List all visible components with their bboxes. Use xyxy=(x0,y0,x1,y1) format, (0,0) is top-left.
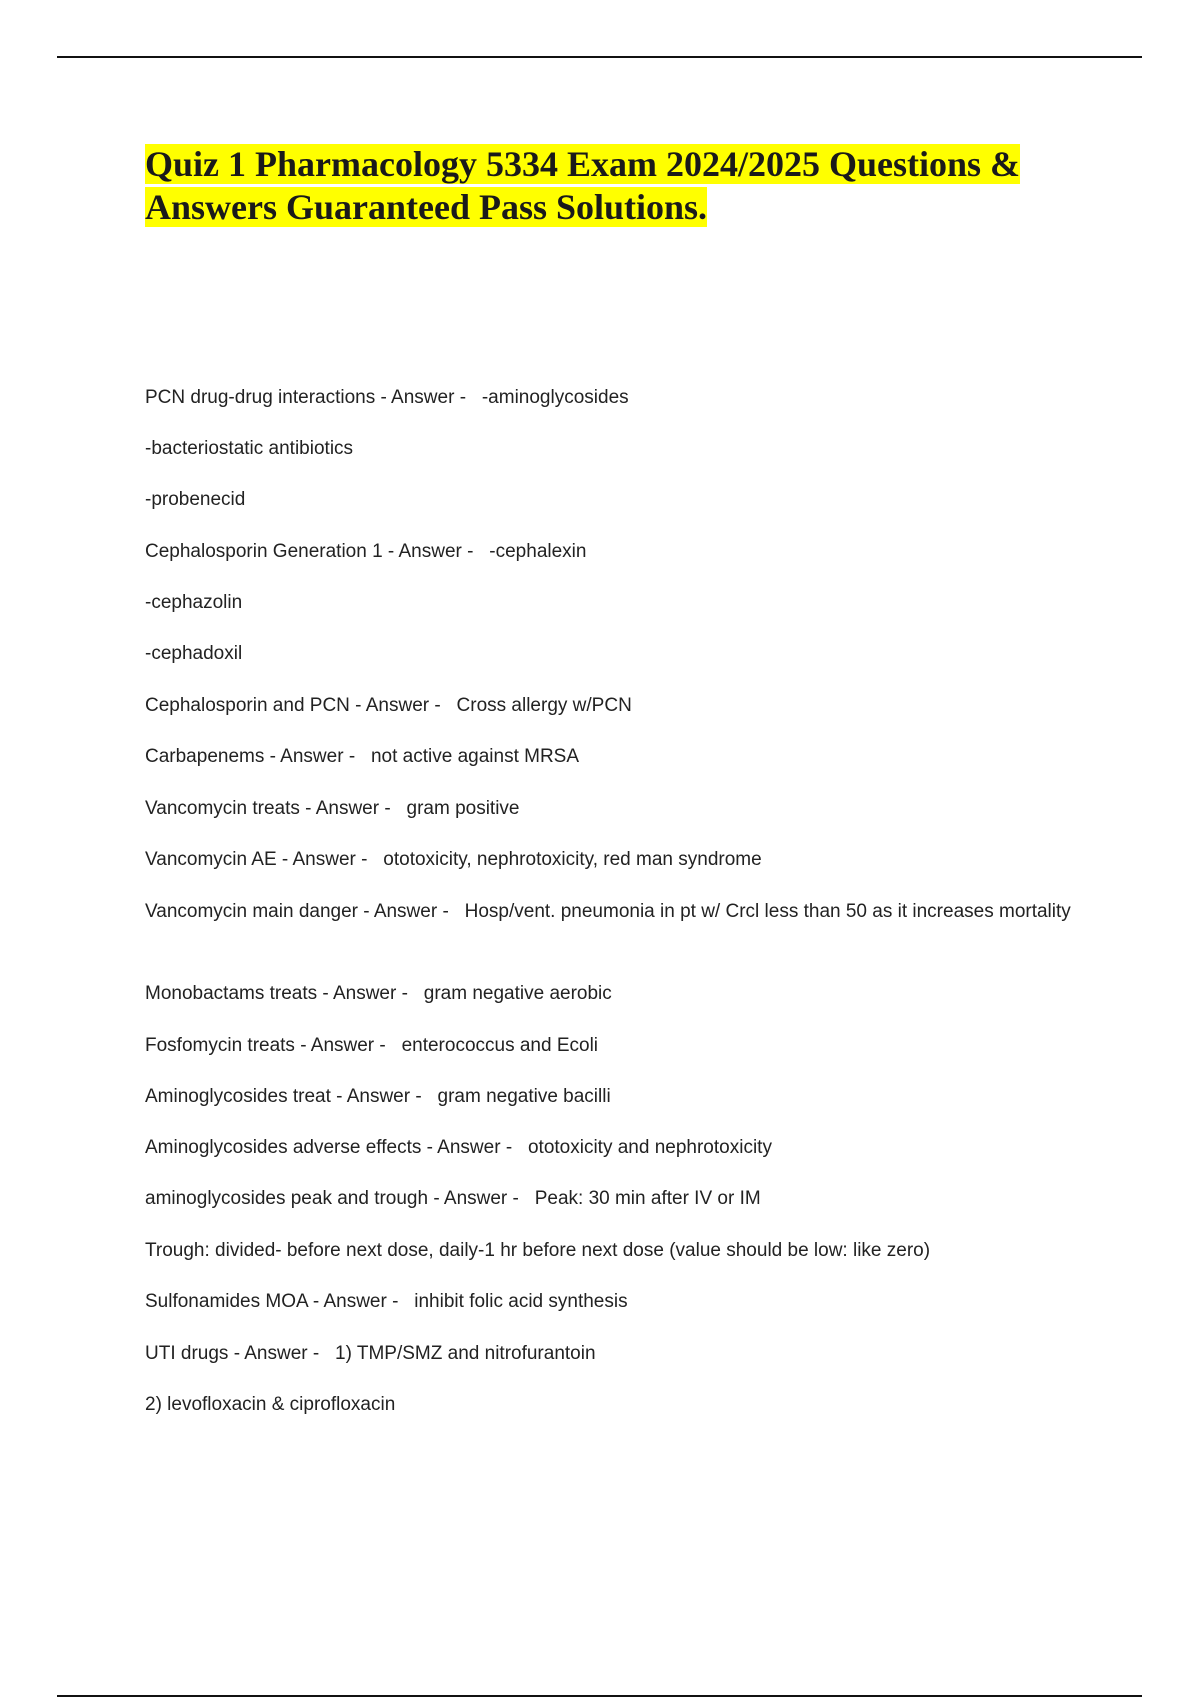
header-rule xyxy=(57,56,1142,58)
qa-line: -cephazolin xyxy=(145,592,243,613)
qa-line: -probenecid xyxy=(145,489,246,510)
qa-line: Monobactams treats - Answer - gram negative aerobic xyxy=(145,983,612,1004)
qa-line: Carbapenems - Answer - not active against MRSA xyxy=(145,746,580,767)
qa-line: Aminoglycosides treat - Answer - gram negative bacilli xyxy=(145,1086,611,1107)
qa-line: UTI drugs - Answer - 1) TMP/SMZ and nitrofurantoin xyxy=(145,1343,596,1364)
qa-line: Aminoglycosides adverse effects - Answer - ototoxicity and nephrotoxicity xyxy=(145,1137,772,1158)
footer-rule xyxy=(57,1695,1142,1697)
qa-line: 2) levofloxacin & ciprofloxacin xyxy=(145,1394,396,1415)
qa-line: -cephadoxil xyxy=(145,643,243,664)
qa-line: Fosfomycin treats - Answer - enterococcus and Ecoli xyxy=(145,1035,599,1056)
qa-line: Vancomycin AE - Answer - ototoxicity, nephrotoxicity, red man syndrome xyxy=(145,849,762,870)
qa-line: PCN drug-drug interactions - Answer - -aminoglycosides xyxy=(145,387,629,408)
qa-line: -bacteriostatic antibiotics xyxy=(145,438,354,459)
qa-line: Vancomycin treats - Answer - gram positive xyxy=(145,798,520,819)
qa-line: Cephalosporin and PCN - Answer - Cross allergy w/PCN xyxy=(145,695,632,716)
qa-line: Sulfonamides MOA - Answer - inhibit folic acid synthesis xyxy=(145,1291,628,1312)
qa-line: Trough: divided- before next dose, daily-1 hr before next dose (value should be low: like zero) xyxy=(145,1240,931,1261)
qa-line: Vancomycin main danger - Answer - Hosp/vent. pneumonia in pt w/ Crcl less than 50 as it increases mortality xyxy=(145,901,1071,922)
qa-line: aminoglycosides peak and trough - Answer - Peak: 30 min after IV or IM xyxy=(145,1188,761,1209)
document-title xyxy=(145,143,1075,229)
qa-line: Cephalosporin Generation 1 - Answer - -cephalexin xyxy=(145,541,587,562)
title-highlight: Quiz 1 Pharmacology 5334 Exam 2024/2025 Questions & Answers Guaranteed Pass Solutions. xyxy=(145,144,1020,227)
